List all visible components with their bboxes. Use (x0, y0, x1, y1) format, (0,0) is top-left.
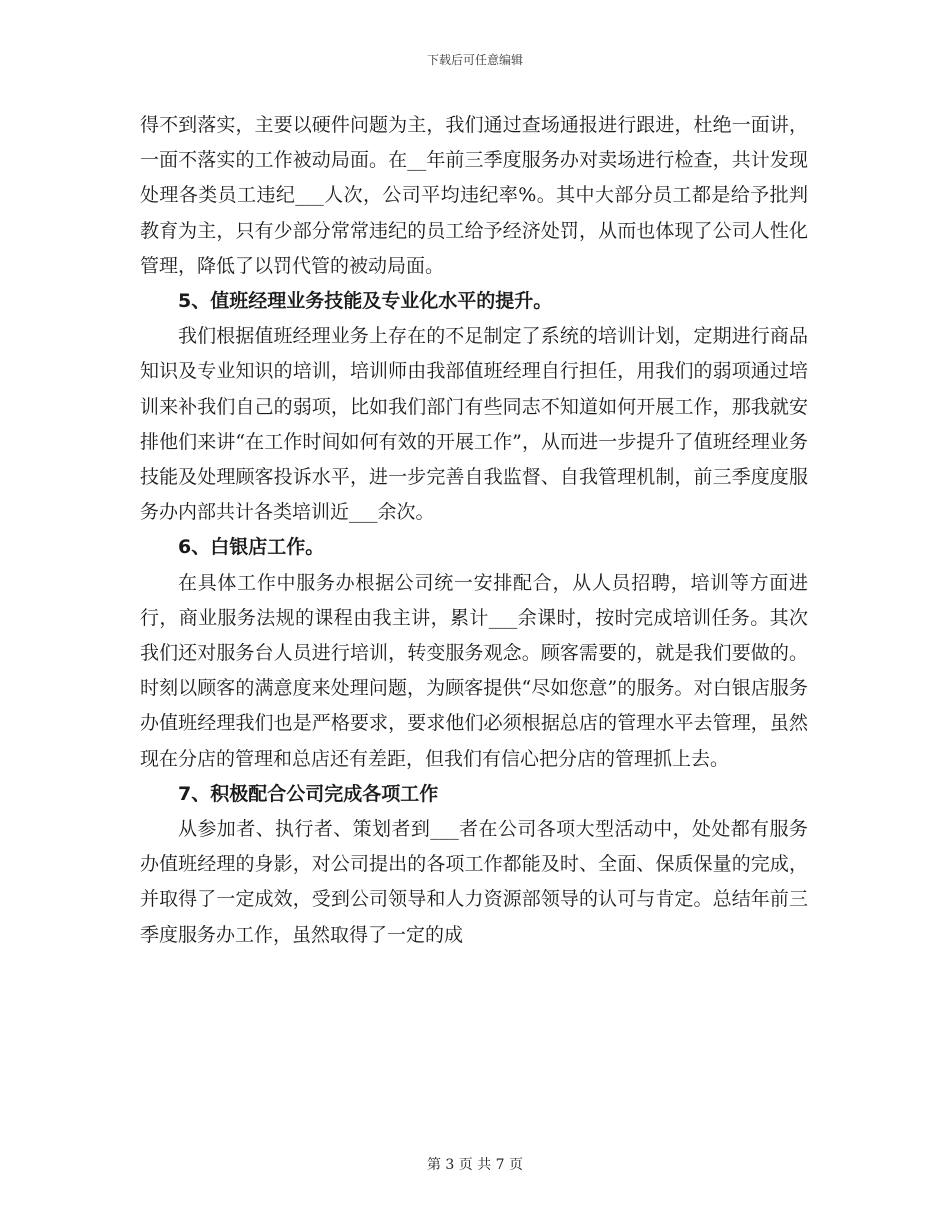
page-header: 下载后可任意编辑 (426, 53, 523, 67)
paragraph-section-5: 我们根据值班经理业务上存在的不足制定了系统的培训计划，定期进行商品知识及专业知识的培训，培训师由我部值班经理自行担任，用我们的弱项通过培训来补我们自己的弱项，比如我们部门有些同志不知道如何开展工作，那我就安排他们来讲“在工作时间如何有效的开展工作”，从而进一步提升了值班经理业务技能及处理顾客投诉水平，进一步完善自我监督、自我管理机制，前三季度度服务办内部共计各类培训近___余次。 (140, 325, 808, 524)
paragraph-section-6: 在具体工作中服务办根据公司统一安排配合，从人员招聘，培训等方面进行，商业服务法规的课程由我主讲，累计___余课时，按时完成培训任务。其次我们还对服务台人员进行培训，转变服务观念。顾客需要的，就是我们要做的。时刻以顾客的满意度来处理问题，为顾客提供“尽如您意”的服务。对白银店服务办值班经理我们也是严格要求，要求他们必须根据总店的管理水平去管理，虽然现在分店的管理和总店还有差距，但我们有信心把分店的管理抓上去。 (140, 571, 808, 770)
document-body (140, 108, 808, 953)
section-heading-5: 5、值班经理业务技能及专业化水平的提升。 (178, 290, 553, 313)
page-footer: 第 3 页 共 7 页 (426, 1157, 524, 1173)
section-heading-6: 6、白银店工作。 (178, 536, 325, 559)
section-heading-7: 7、积极配合公司完成各项工作 (178, 782, 439, 805)
paragraph-section-7: 从参加者、执行者、策划者到___者在公司各项大型活动中，处处都有服务办值班经理的身影，对公司提出的各项工作都能及时、全面、保质保量的完成，并取得了一定成效，受到公司领导和人力资源部领导的认可与肯定。总结年前三季度服务办工作，虽然取得了一定的成 (140, 818, 808, 946)
paragraph-continuation: 得不到落实，主要以硬件问题为主，我们通过查场通报进行跟进，杜绝一面讲，一面不落实的工作被动局面。在__年前三季度服务办对卖场进行检查，共计发现处理各类员工违纪___人次，公司平均违纪率%。其中大部分员工都是给予批判教育为主，只有少部分常常违纪的员工给予经济处罚，从而也体现了公司人性化管理，降低了以罚代管的被动局面。 (140, 114, 808, 277)
